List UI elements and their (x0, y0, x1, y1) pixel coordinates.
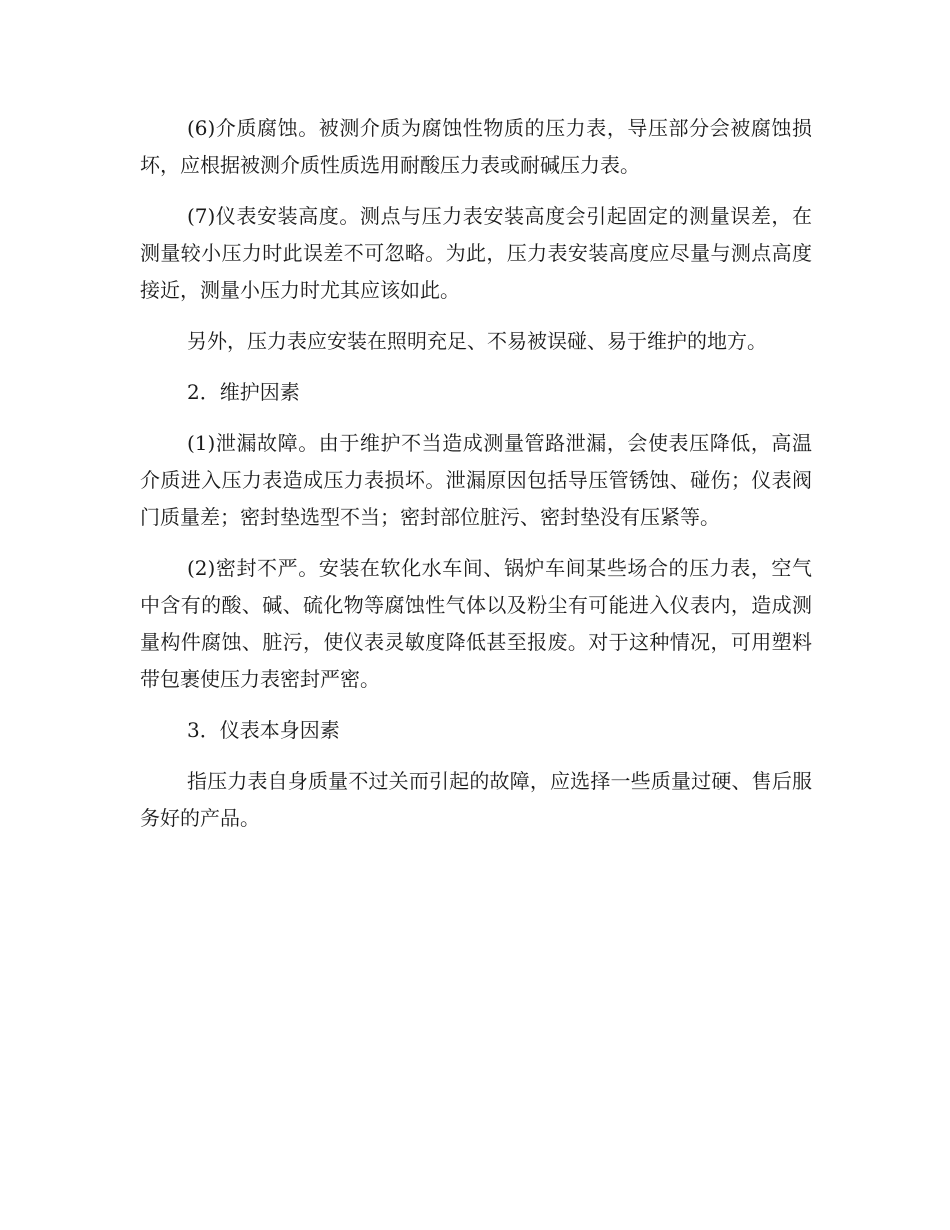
para-additional-location: 另外，压力表应安装在照明充足、不易被误碰、易于维护的地方。 (187, 329, 767, 353)
para-item-1-leakage: (1)泄漏故障。由于维护不当造成测量管路泄漏，会使表压降低，高温介质进入压力表造成压力表损坏。泄漏原因包括导压管锈蚀、碰伤；仪表阀门质量差；密封垫选型不当；密封部位脏污、密封垫没有压紧等。 (140, 431, 812, 529)
para-item-2-poor-seal: (2)密封不严。安装在软化水车间、锅炉车间某些场合的压力表，空气中含有的酸、碱、硫化物等腐蚀性气体以及粉尘有可能进入仪表内，造成测量构件腐蚀、脏污，使仪表灵敏度降低甚至报废。对于这种情况，可用塑料带包裹使压力表密封严密。 (140, 556, 812, 691)
para-instrument-quality: 指压力表自身质量不过关而引起的故障，应选择一些质量过硬、售后服务好的产品。 (140, 769, 812, 830)
para-item-7-install-height: (7)仪表安装高度。测点与压力表安装高度会引起固定的测量误差，在测量较小压力时此误差不可忽略。为此，压力表安装高度应尽量与测点高度接近，测量小压力时尤其应该如此。 (140, 204, 812, 302)
document-page (140, 110, 812, 851)
section-heading-instrument: 3．仪表本身因素 (187, 718, 340, 742)
para-item-6-medium-corrosion: (6)介质腐蚀。被测介质为腐蚀性物质的压力表，导压部分会被腐蚀损坏，应根据被测介质性质选用耐酸压力表或耐碱压力表。 (140, 116, 812, 177)
section-heading-maintenance: 2．维护因素 (187, 380, 300, 404)
